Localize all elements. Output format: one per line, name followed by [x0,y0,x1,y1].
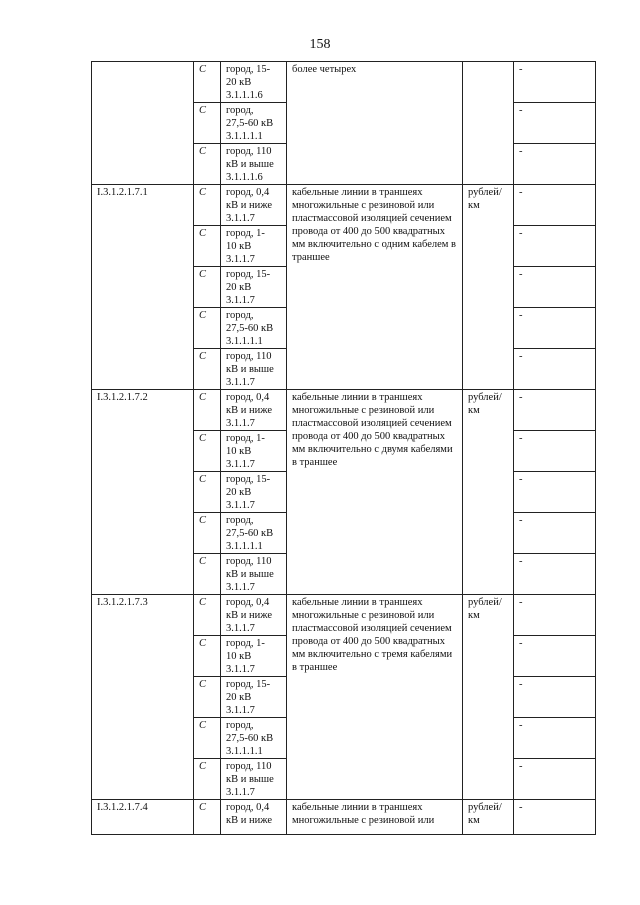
row-value: - [514,390,596,431]
voltage-line: город, [226,515,254,526]
row-class: С [194,636,221,677]
table-row [92,185,596,226]
voltage-line: город, 1- [226,433,265,444]
row-unit: рублей/ км [463,800,514,835]
row-value: - [514,718,596,759]
row-class: С [194,62,221,103]
voltage-line: город, 110 [226,761,272,772]
voltage-line: 3.1.1.7 [226,459,255,470]
voltage-line: город, 110 [226,351,272,362]
row-code: I.3.1.2.1.7.2 [92,390,194,595]
row-class: С [194,718,221,759]
row-voltage-cell [221,226,287,267]
row-voltage-cell [221,144,287,185]
row-voltage-cell [221,677,287,718]
voltage-line: город, [226,105,254,116]
voltage-line: 3.1.1.7 [226,582,255,593]
voltage-line: 20 кВ [226,692,252,703]
table-row [92,390,596,431]
voltage-line: 27,5-60 кВ [226,323,274,334]
row-value: - [514,759,596,800]
row-description: кабельные линии в траншеях многожильные с резиновой или пластмассовой изоляцией сечением провода от 400 до 500 квадратных мм включительно с одним кабелем в траншее [287,185,463,390]
row-voltage-cell [221,390,287,431]
voltage-line: 3.1.1.7 [226,664,255,675]
row-value: - [514,472,596,513]
row-code: I.3.1.2.1.7.3 [92,595,194,800]
row-voltage-cell [221,718,287,759]
voltage-line: кВ и ниже [226,815,272,826]
voltage-line: город, 110 [226,556,272,567]
voltage-line: город, 15- [226,269,271,280]
table-row [92,62,596,103]
row-value: - [514,103,596,144]
voltage-line: кВ и ниже [226,610,272,621]
row-description: кабельные линии в траншеях многожильные с резиновой или [287,800,463,835]
voltage-line: кВ и выше [226,364,274,375]
row-value: - [514,554,596,595]
voltage-line: 3.1.1.1.1 [226,541,263,552]
voltage-line: 3.1.1.1.1 [226,131,263,142]
voltage-line: 3.1.1.7 [226,500,255,511]
voltage-line: город, 0,4 [226,597,270,608]
voltage-line: город, 15- [226,679,271,690]
voltage-line: 10 кВ [226,241,252,252]
row-voltage-cell [221,308,287,349]
row-voltage-cell [221,800,287,835]
voltage-line: город, 15- [226,474,271,485]
table-row [92,595,596,636]
row-voltage-cell [221,103,287,144]
row-class: С [194,308,221,349]
row-class: С [194,349,221,390]
row-value: - [514,636,596,677]
voltage-line: 27,5-60 кВ [226,528,274,539]
row-value: - [514,62,596,103]
row-voltage-cell [221,554,287,595]
voltage-line: 20 кВ [226,282,252,293]
row-unit: рублей/ км [463,390,514,595]
row-voltage-cell [221,472,287,513]
row-value: - [514,185,596,226]
voltage-line: 10 кВ [226,651,252,662]
voltage-line: 3.1.1.1.6 [226,90,263,101]
row-value: - [514,800,596,835]
voltage-line: 20 кВ [226,487,252,498]
row-value: - [514,513,596,554]
row-value: - [514,226,596,267]
row-voltage-cell [221,431,287,472]
voltage-line: город, 0,4 [226,802,270,813]
row-voltage-cell [221,62,287,103]
voltage-line: 3.1.1.7 [226,213,255,224]
row-value: - [514,595,596,636]
voltage-line: 3.1.1.1.1 [226,746,263,757]
row-class: С [194,144,221,185]
voltage-line: 10 кВ [226,446,252,457]
voltage-line: кВ и выше [226,569,274,580]
voltage-line: 3.1.1.1.6 [226,172,263,183]
row-voltage-cell [221,759,287,800]
row-class: С [194,267,221,308]
voltage-line: город, 1- [226,638,265,649]
row-description: кабельные линии в траншеях многожильные с резиновой или пластмассовой изоляцией сечением провода от 400 до 500 квадратных мм включительно с тремя кабелями в траншее [287,595,463,800]
voltage-line: город, [226,720,254,731]
row-code [92,62,194,185]
row-value: - [514,308,596,349]
voltage-line: 27,5-60 кВ [226,118,274,129]
row-value: - [514,267,596,308]
voltage-line: 3.1.1.7 [226,377,255,388]
voltage-line: кВ и выше [226,774,274,785]
row-class: С [194,185,221,226]
voltage-line: кВ и выше [226,159,274,170]
row-description: более четырех [287,62,463,185]
table-row [92,800,596,835]
row-description: кабельные линии в траншеях многожильные с резиновой или пластмассовой изоляцией сечением провода от 400 до 500 квадратных мм включительно с двумя кабелями в траншее [287,390,463,595]
voltage-line: город, 0,4 [226,187,270,198]
voltage-line: город, 15- [226,64,271,75]
voltage-line: город, [226,310,254,321]
tariff-table-body [92,62,596,835]
row-unit [463,62,514,185]
row-voltage-cell [221,595,287,636]
row-value: - [514,144,596,185]
voltage-line: кВ и ниже [226,200,272,211]
row-value: - [514,677,596,718]
row-code: I.3.1.2.1.7.4 [92,800,194,835]
row-unit: рублей/ км [463,185,514,390]
row-class: С [194,677,221,718]
voltage-line: 3.1.1.1.1 [226,336,263,347]
voltage-line: 27,5-60 кВ [226,733,274,744]
row-class: С [194,390,221,431]
voltage-line: город, 0,4 [226,392,270,403]
voltage-line: 3.1.1.7 [226,418,255,429]
voltage-line: 3.1.1.7 [226,705,255,716]
row-code: I.3.1.2.1.7.1 [92,185,194,390]
row-class: С [194,103,221,144]
row-class: С [194,472,221,513]
voltage-line: 3.1.1.7 [226,254,255,265]
voltage-line: город, 1- [226,228,265,239]
row-class: С [194,554,221,595]
voltage-line: 3.1.1.7 [226,295,255,306]
row-voltage-cell [221,267,287,308]
row-class: С [194,513,221,554]
row-voltage-cell [221,636,287,677]
page-number: 158 [309,37,331,52]
voltage-line: город, 110 [226,146,272,157]
row-class: С [194,431,221,472]
row-value: - [514,431,596,472]
row-class: С [194,595,221,636]
tariff-table [91,61,596,835]
row-voltage-cell [221,185,287,226]
row-class: С [194,226,221,267]
voltage-line: 3.1.1.7 [226,623,255,634]
voltage-line: 3.1.1.7 [226,787,255,798]
row-value: - [514,349,596,390]
voltage-line: кВ и ниже [226,405,272,416]
row-voltage-cell [221,349,287,390]
row-class: С [194,800,221,835]
row-voltage-cell [221,513,287,554]
voltage-line: 20 кВ [226,77,252,88]
row-unit: рублей/ км [463,595,514,800]
row-class: С [194,759,221,800]
